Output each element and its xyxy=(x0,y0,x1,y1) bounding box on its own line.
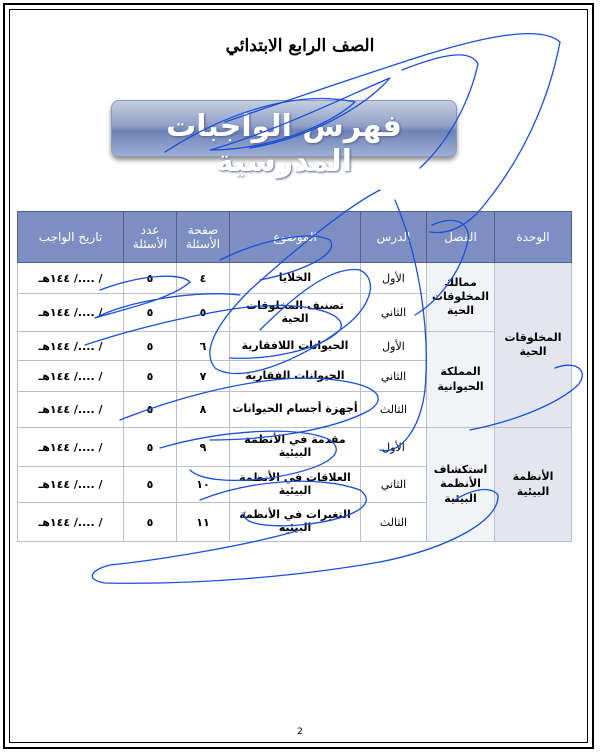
date-cell: / ..../ ١٤٤هـ xyxy=(18,263,124,294)
chapter-cell: المملكة الحيوانية xyxy=(427,332,495,428)
page-cell: ٤ xyxy=(177,263,230,294)
date-cell: / ..../ ١٤٤هـ xyxy=(18,332,124,361)
table-row xyxy=(18,428,572,467)
header-page: صفحة الأسئلة xyxy=(177,212,230,263)
count-cell: ٥ xyxy=(124,503,177,542)
header-count: عدد الأسئلة xyxy=(124,212,177,263)
topic-cell: مقدمة في الأنظمة البيئية xyxy=(230,428,361,467)
topic-cell: أجهزة أجسام الحيوانات xyxy=(230,392,361,428)
lesson-cell: الأول xyxy=(361,428,427,467)
header-unit: الوحدة xyxy=(495,212,572,263)
banner-title: فهرس الواجبات المدرسية xyxy=(166,109,402,179)
homework-index-table xyxy=(17,211,572,542)
page-cell: ٧ xyxy=(177,361,230,392)
count-cell: ٥ xyxy=(124,392,177,428)
date-cell: / ..../ ١٤٤هـ xyxy=(18,392,124,428)
count-cell: ٥ xyxy=(124,361,177,392)
lesson-cell: الثاني xyxy=(361,361,427,392)
table-row xyxy=(18,263,572,294)
topic-cell: العلاقات في الأنظمة البيئية xyxy=(230,467,361,503)
count-cell: ٥ xyxy=(124,332,177,361)
date-cell: / ..../ ١٤٤هـ xyxy=(18,467,124,503)
lesson-cell: الأول xyxy=(361,332,427,361)
page-cell: ٩ xyxy=(177,428,230,467)
header-lesson: الدرس xyxy=(361,212,427,263)
topic-cell: التغيرات في الأنظمة البيئية xyxy=(230,503,361,542)
header-topic: الموضوع xyxy=(230,212,361,263)
index-banner xyxy=(111,100,457,179)
date-cell: / ..../ ١٤٤هـ xyxy=(18,294,124,332)
page-cell: ١١ xyxy=(177,503,230,542)
lesson-cell: الثاني xyxy=(361,467,427,503)
page-cell: ١٠ xyxy=(177,467,230,503)
topic-cell: الحيوانات اللافقارية xyxy=(230,332,361,361)
page-cell: ٥ xyxy=(177,294,230,332)
page-cell: ٦ xyxy=(177,332,230,361)
topic-cell: تصنيف المخلوقات الحية xyxy=(230,294,361,332)
date-cell: / ..../ ١٤٤هـ xyxy=(18,361,124,392)
topic-cell: الحيوانات الفقارية xyxy=(230,361,361,392)
lesson-cell: الثالث xyxy=(361,503,427,542)
unit-cell: المخلوقات الحية xyxy=(495,263,572,428)
chapter-cell: استكشاف الأنظمة البيئية xyxy=(427,428,495,542)
table-header-row xyxy=(18,212,572,263)
topic-cell: الخلايا xyxy=(230,263,361,294)
table-row xyxy=(18,332,572,361)
count-cell: ٥ xyxy=(124,467,177,503)
date-cell: / ..../ ١٤٤هـ xyxy=(18,428,124,467)
page-cell: ٨ xyxy=(177,392,230,428)
count-cell: ٥ xyxy=(124,294,177,332)
date-cell: / ..../ ١٤٤هـ xyxy=(18,503,124,542)
chapter-cell: ممالك المخلوقات الحية xyxy=(427,263,495,332)
lesson-cell: الثالث xyxy=(361,392,427,428)
lesson-cell: الأول xyxy=(361,263,427,294)
page-number: 2 xyxy=(297,727,303,737)
header-date: تاريخ الواجب xyxy=(18,212,124,263)
count-cell: ٥ xyxy=(124,428,177,467)
grade-title: الصف الرابع الابتدائي xyxy=(225,36,375,56)
count-cell: ٥ xyxy=(124,263,177,294)
unit-cell: الأنظمة البيئية xyxy=(495,428,572,542)
lesson-cell: الثاني xyxy=(361,294,427,332)
header-chapter: الفصل xyxy=(427,212,495,263)
